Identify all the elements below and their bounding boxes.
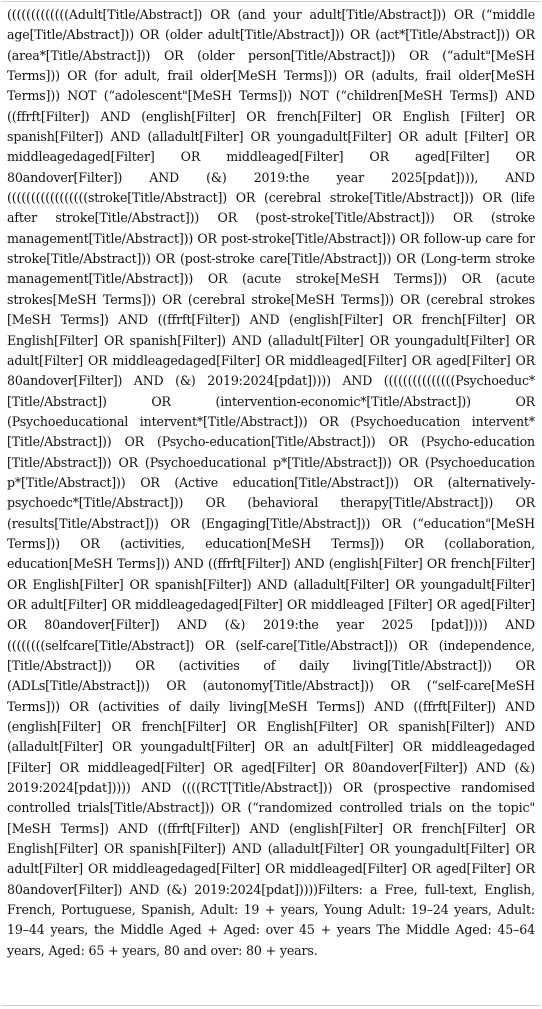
search-query-text: (((((((((((((Adult[Title/Abstract]) OR (and your adult[Title/Abstract])) OR (“middle age[Title/Abstract])) OR (older adult[Title/Abstract])) OR (act*[Title/Abstract])) OR (area*[Title/Abstract])) OR (older person[Title/Abstract])) OR (“adult"[MeSH Terms])) OR (for adult, frail older[MeSH Terms])) OR (adults, frail older[MeSH Terms])) NOT (“adolescent"[MeSH Terms])) NOT (“children[MeSH Terms]) AND ((ffrft[Filter]) AND (english[Filter] OR french[Filter] OR English [Filter] OR spanish[Filter]) AND (alladult[Filter] OR youngadult[Filter] OR adult [Filter] OR middleagedaged[Filter] OR middleaged[Filter] OR aged[Filter] OR 80andover[Filter]) AND (&) 2019:the year 2025[pdat]))), AND (((((((((((((((((stroke[Title/Abstract]) OR (cerebral stroke[Title/Abstract])) OR (life after stroke[Title/Abstract])) OR (post-stroke[Title/Abstract])) OR (stroke management[Title/Abstract])) OR post-stroke[Title/Abstract])) OR follow-up care for stroke[Title/Abstract])) OR (post-stroke care[Title/Abstract])) OR (Long-term stroke management[Title/Abstract])) OR (acute stroke[MeSH Terms])) OR (acute strokes[MeSH Terms])) OR (cerebral stroke[MeSH Terms])) OR (cerebral strokes [MeSH Terms]) AND ((ffrft[Filter]) AND (english[Filter] OR french[Filter] OR English[Filter] OR spanish[Filter]) AND (alladult[Filter] OR youngadult[Filter] OR adult[Filter] OR middleagedaged[Filter] OR middleaged[Filter] OR aged[Filter] OR 80andover[Filter]) AND (&) 2019:2024[pdat])))) AND (((((((((((((((Psychoeduc*[Title/Abstract]) OR (intervention-economic*[Title/Abstract])) OR (Psychoeducational intervent*[Title/Abstract])) OR (Psychoeducation intervent*[Title/Abstract])) OR (Psycho-education[Title/Abstract])) OR (Psycho-education [Title/Abstract])) OR (Psychoeducational p*[Title/Abstract])) OR (Psychoeducation p*[Title/Abstract])) OR (Active education[Title/Abstract])) OR (alternatively-psychoedc*[Title/Abstract])) OR (behavioral therapy[Title/Abstract])) OR (results[Title/Abstract])) OR (Engaging[Title/Abstract])) OR (“education"[MeSH Terms])) OR (activities, education[MeSH Terms])) OR (collaboration, education[MeSH Terms])) AND ((ffrft[Filter]) AND (english[Filter] OR french[Filter] OR English[Filter] OR spanish[Filter]) AND (alladult[Filter] OR youngadult[Filter] OR adult[Filter] OR middleagedaged[Filter] OR middleaged [Filter] OR aged[Filter] OR 80andover[Filter]) AND (&) 2019:the year 2025 [pdat])))) AND ((((((((selfcare[Title/Abstract]) OR (self-care[Title/Abstract])) OR (independence, [Title/Abstract])) OR (activities of daily living[Title/Abstract])) OR (ADLs[Title/Abstract])) OR (autonomy[Title/Abstract])) OR (“self-care[MeSH Terms])) OR (activities of daily living[MeSH Terms]) AND ((ffrft[Filter]) AND (english[Filter] OR french[Filter] OR English[Filter] OR spanish[Filter]) AND (alladult[Filter] OR youngadult[Filter] OR an adult[Filter] OR middleagedaged [Filter] OR middleaged[Filter] OR aged[Filter] OR 80andover[Filter]) AND (&) 2019:2024[pdat])))) AND ((((RCT[Title/Abstract])) OR (prospective randomised controlled trials[Title/Abstract])) OR (“randomized controlled trials on the topic"[MeSH Terms]) AND ((ffrft[Filter]) AND (english[Filter] OR french[Filter] OR English[Filter] OR spanish[Filter]) AND (alladult[Filter] OR youngadult[Filter] OR adult[Filter] OR middleagedaged[Filter] OR middleaged[Filter] OR aged[Filter] OR 80andover[Filter]) AND (&) 2019:2024[pdat]))))Filters: a Free, full-text, English, French, Portuguese, Spanish, Adult: 19 + years, Young Adult: 19–24 years, Adult: 19–44 years, the Middle Aged + Aged: over 45 + years The Middle Aged: 45–64 years, Aged: 65 + years, 80 and over: 80 + years. [7,7,535,958]
table-cell [1,2,541,961]
search-strategy-table [1,1,541,1006]
